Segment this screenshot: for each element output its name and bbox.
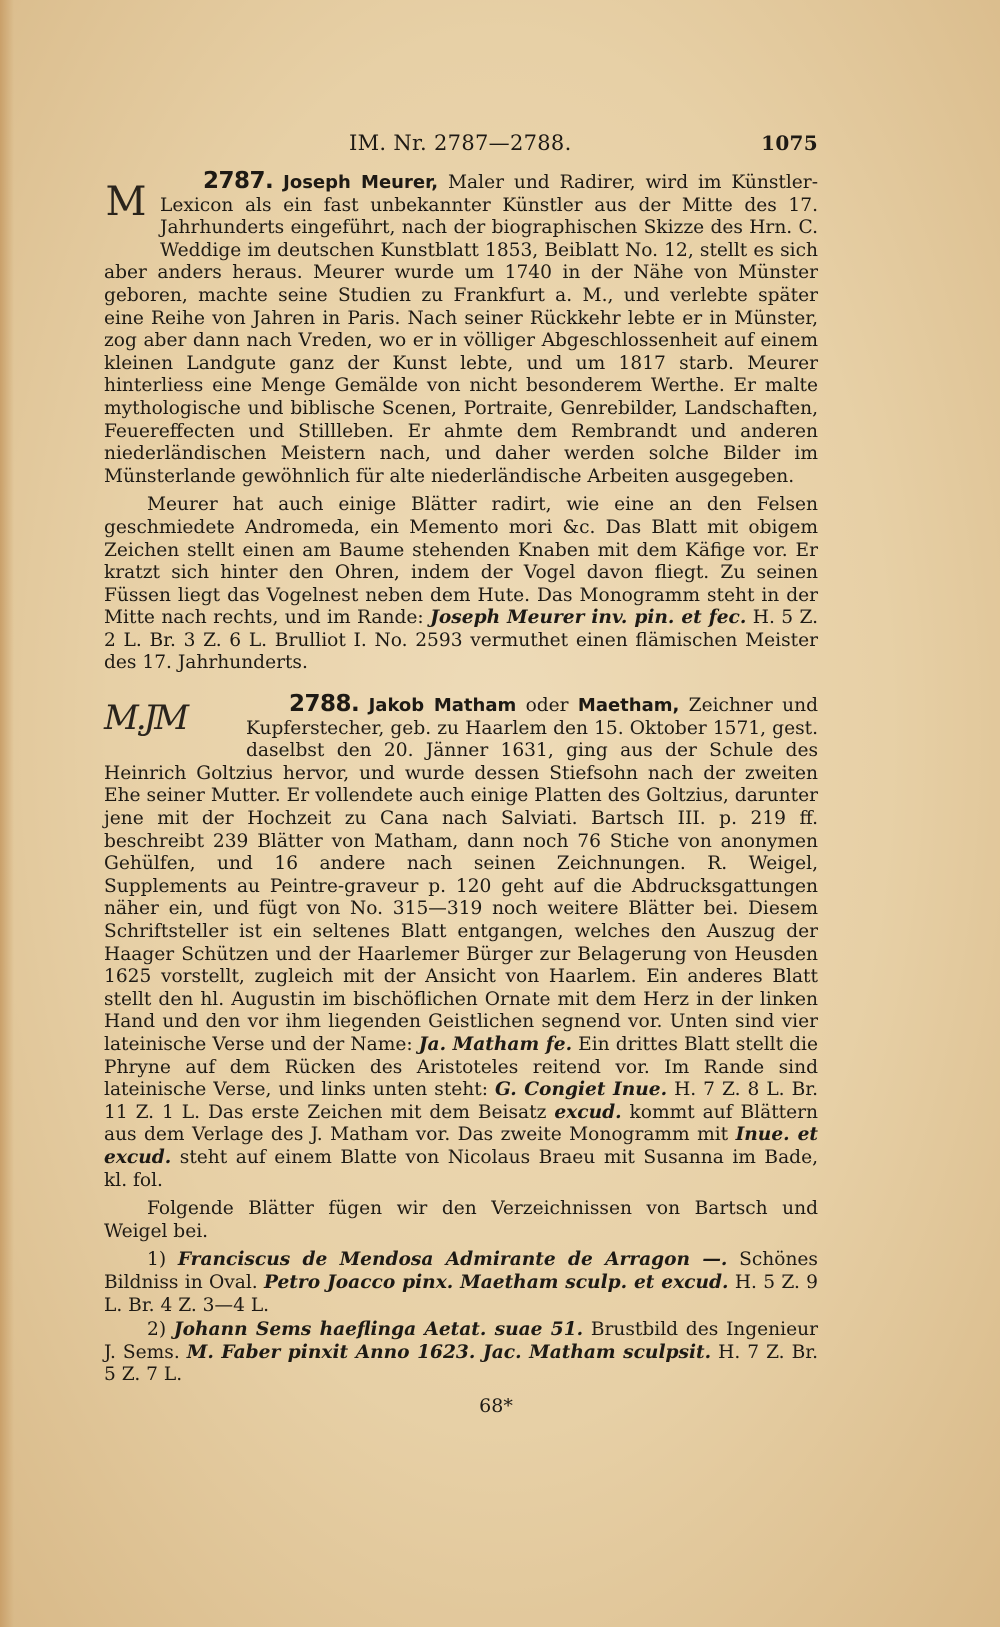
entry-body: H. 7 Z. 8 L. Br. 11 Z. 1 L. Das erste Zeichen mit dem Beisatz	[104, 1079, 818, 1123]
italic-inscription: Johann Sems haeflinga Aetat. suae 51.	[173, 1319, 584, 1341]
list-text: Brustbild des Ingenieur J. Sems.	[104, 1319, 818, 1363]
list-item	[104, 1249, 818, 1317]
entry-body: kommt auf Blättern aus dem Verlage des J. Matham vor. Das zweite Monogramm mit	[104, 1101, 819, 1146]
paragraph-text: H. 5 Z. 2 L. Br. 3 Z. 6 L. Brulliot I. No. 2593 vermuthet einen flämischen Meister des 17. Jahrhunderts.	[104, 607, 819, 674]
entry-paragraph: Folgende Blätter fügen wir den Verzeichnissen von Bartsch und Weigel bei.	[104, 1198, 818, 1242]
list-number: 2)	[147, 1319, 167, 1341]
list-text: Schönes Bildniss in Oval.	[104, 1249, 818, 1293]
italic-inscription: Joseph Meurer inv. pin. et fec.	[430, 607, 747, 629]
italic-inscription: G. Congiet Inue.	[495, 1079, 668, 1101]
artist-name-alt: Maetham,	[577, 695, 680, 717]
signature-mark: 68*	[479, 1394, 513, 1417]
entry-paragraph	[104, 494, 818, 675]
page-edge-shadow	[0, 0, 14, 1627]
entry-2787	[104, 170, 818, 675]
list-number: 1)	[147, 1249, 167, 1271]
monogram-mark: M	[105, 179, 147, 225]
entry-body: Zeichner und Kupferstecher, geb. zu Haarlem den 15. Oktober 1571, gest. daselbst den 20. Jänner 1631, ging aus der Schule des Heinrich Goltzius hervor, und wurde dessen Stiefsohn nach der zweiten Ehe seiner Mutter. Er vollendete auch einige Platten des Goltzius, darunter jene mit der Hochzeit zu Cana nach Salviati. Bartsch III. p. 219 ff. beschreibt 239 Blätter von Matham, dann noch 76 Stiche von anonymen Gehülfen, und 16 andere nach seinen Zeichnungen. R. Weigel, Supplements au Peintre-graveur p. 120 geht auf die Abdrucksgattungen näher ein, und fügt von No. 315—319 noch weitere Blätter bei. Diesem Schriftsteller ist ein seltenes Blatt entgangen, welches den Auszug der Haager Schützen und der Haarlemer Bürger zur Belagerung von Heusden 1625 vorstellt, zugleich mit der Ansicht von Haarlem. Ein anderes Blatt stellt den hl. Augustin im bischöflichen Ornate mit dem Herz in der linken Hand und den vor ihm liegenden Geistlichen segnend vor. Unten sind vier lateinische Verse und der Name:	[104, 695, 818, 1055]
entry-body: Maler und Radirer, wird im Künstler-Lexicon als ein fast unbekannter Künstler aus der Mitte des 17. Jahrhunderts eingeführt, nach der biographischen Skizze des Hrn. C. Weddige im deutschen Kunstblatt 1853, Beiblatt No. 12, stellt es sich aber anders heraus. Meurer wurde um 1740 in der Nähe von Münster geboren, machte seine Studien zu Frankfurt a. M., und verlebte später eine Reihe von Jahren in Paris. Nach seiner Rückkehr lebte er in Münster, zog aber dann nach Vreden, wo er in völliger Abgeschlossenheit auf einem kleinen Landgute ganz der Kunst lebte, und um 1817 starb. Meurer hinterliess eine Menge Gemälde von nicht besonderem Werthe. Er malte mythologische und biblische Scenen, Portraite, Genrebilder, Landschaften, Feuereffecten und Stillleben. Er ahmte dem Rembrandt und anderen niederländischen Meistern nach, und daher werden solche Bilder im Münsterlande gewöhnlich für alte niederländische Arbeiten ausgegeben.	[104, 172, 818, 487]
italic-inscription: Inue. et excud.	[104, 1124, 819, 1168]
entry-2788-text	[104, 693, 818, 1192]
entry-2788	[104, 693, 818, 1387]
entry-number: 2787.	[203, 168, 274, 194]
italic-inscription: Franciscus de Mendosa Admirante de Arragon —.	[177, 1249, 728, 1271]
monogram-mark: M.JM	[104, 698, 187, 739]
paragraph-text: Meurer hat auch einige Blätter radirt, wie eine an den Felsen geschmiedete Andromeda, ein Memento mori &c. Das Blatt mit obigem Zeichen stellt einen am Baume stehenden Knaben mit dem Käfige vor. Er kratzt sich hinter den Ohren, indem der Vogel davon fliegt. Zu seinen Füssen liegt das Vogelnest neben dem Hute. Das Monogramm steht in der Mitte nach rechts, und im Rande:	[104, 494, 818, 629]
entry-2787-text	[104, 170, 818, 488]
entry-body: Ein drittes Blatt stellt die Phryne auf dem Rücken des Aristoteles reitend vor. Im Rande sind lateinische Verse, und links unten steht:	[104, 1033, 819, 1101]
list-item	[104, 1319, 818, 1387]
artist-name: Jakob Matham	[368, 695, 517, 717]
page-content	[104, 130, 818, 1417]
italic-inscription: excud.	[554, 1101, 622, 1123]
entry-number: 2788.	[289, 691, 360, 718]
entry-body: steht auf einem Blatte von Nicolaus Braeu mit Susanna im Bade, kl. fol.	[104, 1146, 818, 1191]
list-text: H. 7 Z. Br. 5 Z. 7 L.	[104, 1341, 819, 1386]
artist-name: Joseph Meurer,	[283, 172, 439, 193]
italic-inscription: M. Faber pinxit Anno 1623. Jac. Matham sculpsit.	[186, 1341, 712, 1363]
italic-inscription: Petro Joacco pinx. Maetham sculp. et excud.	[264, 1271, 729, 1293]
running-title: IM. Nr. 2787—2788.	[349, 131, 572, 155]
italic-inscription: Ja. Matham fe.	[418, 1033, 573, 1055]
page-number: 1075	[761, 131, 818, 155]
connector-word: oder	[525, 695, 569, 717]
running-header	[104, 130, 818, 160]
list-text: H. 5 Z. 9 L. Br. 4 Z. 3—4 L.	[104, 1271, 819, 1316]
